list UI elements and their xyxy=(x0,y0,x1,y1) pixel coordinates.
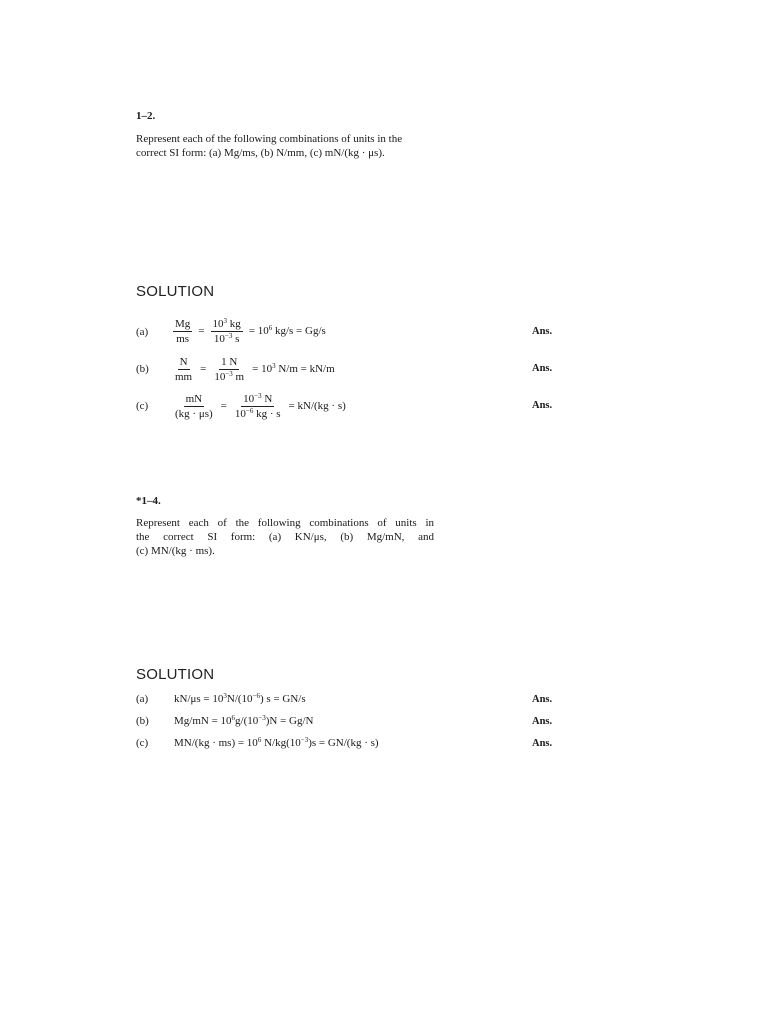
denominator: $10^{-6}$ kg · s xyxy=(234,406,281,420)
answer-label: Ans. xyxy=(532,738,553,749)
equation xyxy=(170,316,329,346)
answer-label: Ans. xyxy=(532,694,553,705)
denominator: mm xyxy=(175,370,193,383)
equation xyxy=(170,391,349,421)
statement-line: (c) MN/(kg · ms). xyxy=(136,545,215,557)
equation: $kN/\mu s = 10^3N/(10^{-6}) s = GN/s$ xyxy=(174,692,306,705)
answer-label: Ans. xyxy=(532,326,553,337)
part-label: (a) xyxy=(136,693,149,705)
statement-line: Represent each of the following combinations of units in xyxy=(136,517,434,529)
answer-label: Ans. xyxy=(532,363,553,374)
equation: $Mg/mN = 10^6g/(10^{-3})N = Gg/N$ xyxy=(174,714,314,727)
fraction xyxy=(211,318,243,345)
equals-sign: = xyxy=(220,400,227,412)
solution-heading: SOLUTION xyxy=(136,283,215,300)
numerator: Mg xyxy=(175,317,191,330)
part-label: (c) xyxy=(136,737,149,749)
denominator: $10^{-3}$ s xyxy=(213,331,240,345)
part-label: (b) xyxy=(136,363,149,375)
equation: $MN/(kg \cdot ms) = 10^6$ $N/kg(10^{-3})s = GN/(kg \cdot s)$ xyxy=(174,736,379,749)
answer-label: Ans. xyxy=(532,400,553,411)
answer-label: Ans. xyxy=(532,716,553,727)
problem-number: *1–4. xyxy=(136,495,161,507)
statement-line: correct SI form: (a) Mg/ms, (b) N/mm, (c) mN/(kg · μs). xyxy=(136,147,385,159)
numerator: $10^{-3}$ N xyxy=(243,391,273,405)
solution-heading: SOLUTION xyxy=(136,666,215,683)
numerator: N xyxy=(179,355,188,368)
part-label: (c) xyxy=(136,400,149,412)
fraction xyxy=(173,393,215,420)
part-label: (a) xyxy=(136,326,149,338)
denominator: $10^{-3}$ m xyxy=(214,369,245,383)
fraction xyxy=(233,393,283,420)
equation xyxy=(170,354,338,384)
equation-result: = $10^6$ kg/s = Gg/s xyxy=(248,324,326,337)
equals-sign: = xyxy=(200,363,207,375)
fraction xyxy=(173,318,192,345)
numerator: mN xyxy=(185,392,203,405)
equals-sign: = xyxy=(198,325,205,337)
problem-number: 1–2. xyxy=(136,110,156,122)
denominator: (kg · μs) xyxy=(175,407,213,420)
problem-statement xyxy=(136,132,446,160)
equation-result: = kN/(kg · s) xyxy=(288,400,346,412)
fraction xyxy=(173,356,194,383)
numerator: $10^3$ kg xyxy=(212,316,241,330)
part-label: (b) xyxy=(136,715,149,727)
statement-line: the correct SI form: (a) KN/μs, (b) Mg/mN, and xyxy=(136,531,434,543)
equation-result: = $10^3$ N/m = kN/m xyxy=(252,362,335,375)
numerator: 1 N xyxy=(221,355,238,368)
fraction xyxy=(212,356,246,383)
denominator: ms xyxy=(176,332,190,345)
problem-statement xyxy=(136,516,434,558)
statement-line: Represent each of the following combinations of units in the xyxy=(136,133,403,145)
